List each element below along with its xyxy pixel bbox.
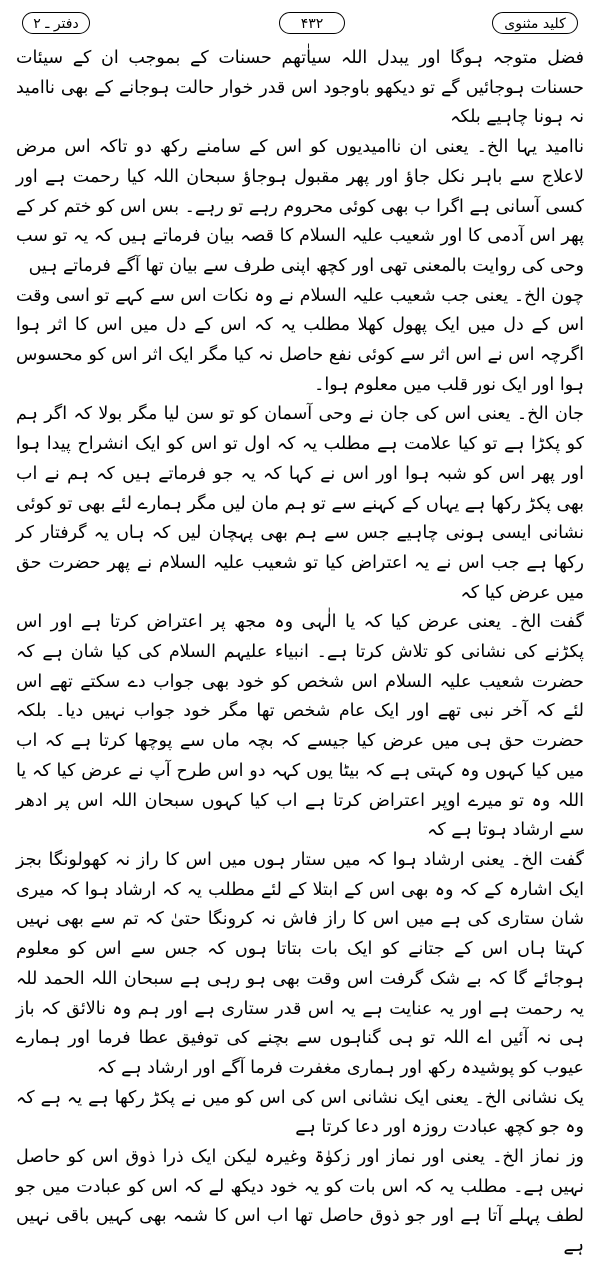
- book-title: کلید مثنوی: [492, 12, 578, 34]
- page-number: ۴۳۲: [279, 12, 345, 34]
- page-body: [16, 44, 584, 1262]
- paragraph-6: گفت الخ۔ یعنی ارشاد ہوا کہ میں ستار ہوں میں اس کا راز نہ کھولونگا بجز ایک اشارہ کے کہ وہ بھی اس کے ابتلا کے لئے مطلب یہ کہ ارشاد ہوا کہ میری شان ستاری کی ہے میں اس کا راز فاش نہ کرونگا حتیٰ کہ تم سے بھی نہیں کہتا ہاں اس کے جتانے کو ایک بات بتاتا ہوں کہ جس سے اس کو معلوم ہوجائے گا کہ بے شک گرفت اس وقت بھی ہو رہی ہے سبحان اللہ الحمد للہ یہ رحمت ہے اور یہ عنایت ہے یہ اس قدر ستاری ہے اور ہم وہ نالائق کہ باز ہی نہ آئیں اے اللہ تو ہی گناہوں سے بچنے کی توفیق عطا فرما اور ہمارے عیوب کو پوشیدہ رکھ اور ہماری مغفرت فرما آگے اور ارشاد ہے کہ: [16, 849, 584, 1078]
- paragraph-7: یک نشانی الخ۔ یعنی ایک نشانی اس کی اس کو میں نے پکڑ رکھا ہے یہ ہے کہ وہ جو کچھ عبادت روزہ اور دعا کرتا ہے: [16, 1087, 584, 1138]
- paragraph-4: جان الخ۔ یعنی اس کی جان نے وحی آسمان کو تو سن لیا مگر بولا کہ اگر ہم کو پکڑا ہے تو کیا علامت ہے مطلب یہ کہ اول تو اس کو ایک انشراح پیدا ہوا اور پھر اس کو شبہ ہوا اور اس نے کہا کہ یہ جو فرماتے ہیں کہ ہم نے اب بھی پکڑ رکھا ہے یہاں کے کہنے سے تو ہم مان لیں مگر ہمارے لئے بھی تو کوئی نشانی ایسی ہونی چاہیے جس سے ہم بھی پہچان لیں کہ ہاں یہ گرفتار کر رکھا ہے جب اس نے یہ اعتراض کیا تو شعیب علیہ السلام نے پھر حضرت حق میں عرض کیا کہ: [16, 404, 584, 603]
- paragraph-3: چون الخ۔ یعنی جب شعیب علیہ السلام نے وہ نکات اس سے کہے تو اسی وقت اس کے دل میں ایک پھول کھلا مطلب یہ کہ اس کے دل میں اس کا اثر ہوا اگرچہ اس نے اس اثر سے کوئی نفع حاصل نہ کیا مگر ایک اثر اس کو محسوس ہوا اور ایک نور قلب میں معلوم ہوا۔: [16, 285, 584, 395]
- volume-label: دفتر ـ ۲: [22, 12, 90, 34]
- paragraph-2: ناامید یہا الخ۔ یعنی ان ناامیدیوں کو اس کے سامنے رکھ دو تاکہ اس مرض لاعلاج سے باہر نکل جاؤ اور پھر مقبول ہوجاؤ سبحان اللہ کیا رحمت ہے اور کسی آسانی ہے اگرا ب بھی کوئی محروم رہے تو رہے۔ بس اس کو ختم کر کے پھر اس آدمی کا اور شعیب علیہ السلام کا قصہ بیان فرماتے ہیں کہ یہ تو سب وحی کی روایت بالمعنی تھی اور کچھ اپنی طرف سے بیان تھا آگے فرماتے ہیں: [16, 137, 584, 276]
- paragraph-5: گفت الخ۔ یعنی عرض کیا کہ یا الٰہی وہ مجھ پر اعتراض کرتا ہے اور اس پکڑنے کی نشانی کو تلاش کرتا ہے۔ انبیاء علیہم السلام کی کیا شان ہے کہ حضرت شعیب علیہ السلام اس شخص کو خود بھی جواب دے سکتے تھے اس لئے کہ آخر نبی تھے اور ایک عام شخص تھا مگر خود جواب نہیں دیا۔ بلکہ حضرت حق ہی میں عرض کیا جیسے کہ بچہ ماں سے پوچھا کرتا ہے کہ اب میں کیا کہوں وہ کہتی ہے کہ بیٹا یوں کہہ دو اس طرح آپ نے عرض کیا کہ یا اللہ وہ تو میرے اوپر اعتراض کرتا ہے اب کیا کہوں سبحان اللہ اس پر ادھر سے ارشاد ہوتا ہے کہ: [16, 612, 584, 841]
- paragraph-1: فضل متوجہ ہوگا اور یبدل اللہ سیاٰتھم حسنات کے بموجب ان کے سیئات حسنات ہوجائیں گے تو دیکھو باوجود اس قدر خوار حالت ہوجانے کے بھی ناامید نہ ہونا چاہیے بلکہ: [16, 48, 584, 128]
- page-header: [12, 8, 588, 44]
- paragraph-8: وز نماز الخ۔ یعنی اور نماز اور زکوٰۃ وغیرہ لیکن ایک ذرا ذوق اس کو حاصل نہیں ہے۔ مطلب یہ کہ اس بات کو یہ خود دیکھ لے کہ اس کو عبادت میں جو لطف پہلے آتا ہے اور جو ذوق حاصل تھا اب اس کا شمہ بھی کہیں باقی نہیں ہے: [16, 1147, 584, 1257]
